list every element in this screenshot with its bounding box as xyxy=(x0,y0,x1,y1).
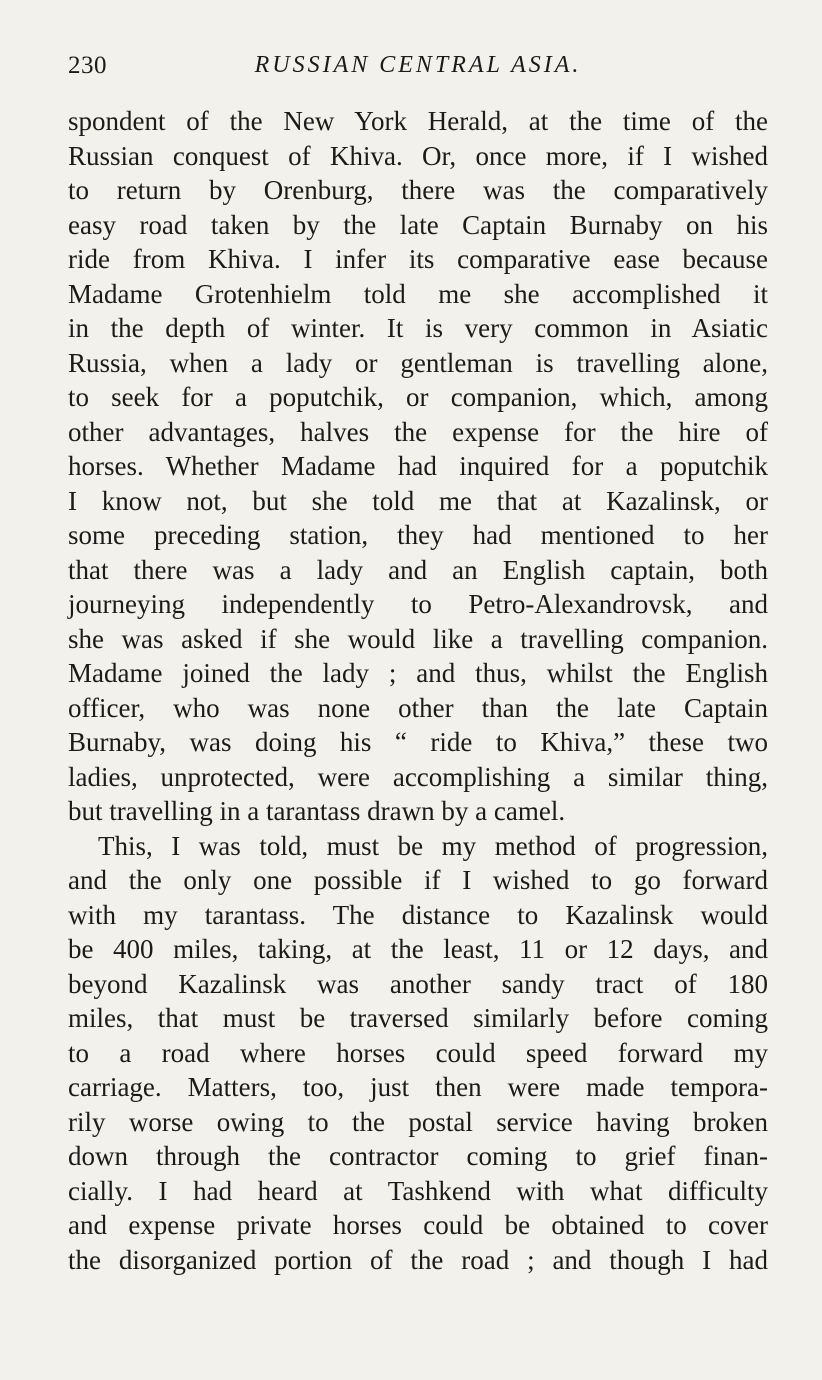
text-line: with my tarantass. The distance to Kazalinsk would xyxy=(68,899,768,930)
text-line: ladies, unprotected, were accomplishing a similar thing, xyxy=(68,761,768,792)
text-line: to return by Orenburg, there was the comparatively xyxy=(68,175,768,205)
page-header xyxy=(68,52,768,88)
text-line: spondent of the New York Herald, at the time of the xyxy=(68,106,768,136)
text-line: other advantages, halves the expense for the hire of xyxy=(68,416,768,447)
text-line: Madame Grotenhielm told me she accomplished it xyxy=(68,278,768,309)
body-text xyxy=(68,104,768,1277)
text-line: rily worse owing to the postal service having broken xyxy=(68,1106,768,1137)
text-line: ride from Khiva. I infer its comparative ease because xyxy=(68,244,768,274)
text-line: down through the contractor coming to grief finan- xyxy=(68,1141,768,1171)
text-line: she was asked if she would like a travelling companion. xyxy=(68,623,768,654)
running-head: RUSSIAN CENTRAL ASIA. xyxy=(254,52,582,78)
text-line: that there was a lady and an English captain, both xyxy=(68,554,768,585)
text-line: some preceding station, they had mentioned to her xyxy=(68,520,768,550)
text-line: officer, who was none other than the late Captain xyxy=(68,692,768,723)
text-line: This, I was told, must be my method of progression, xyxy=(98,830,768,861)
text-line: be 400 miles, taking, at the least, 11 or 12 days, and xyxy=(68,934,768,964)
text-line: Madame joined the lady ; and thus, whilst the English xyxy=(68,658,768,688)
text-line: and expense private horses could be obtained to cover xyxy=(68,1210,768,1240)
text-line: Burnaby, was doing his “ ride to Khiva,” these two xyxy=(68,727,768,757)
text-line: Russia, when a lady or gentleman is travelling alone, xyxy=(68,347,768,378)
text-line: carriage. Matters, too, just then were made tempora- xyxy=(68,1072,768,1102)
text-line: easy road taken by the late Captain Burnaby on his xyxy=(68,209,768,240)
text-line: journeying independently to Petro-Alexandrovsk, and xyxy=(68,589,768,619)
text-line: Russian conquest of Khiva. Or, once more, if I wished xyxy=(68,140,768,171)
text-line: miles, that must be traversed similarly before coming xyxy=(68,1003,768,1033)
text-line: to seek for a poputchik, or companion, which, among xyxy=(68,382,768,412)
text-line: the disorganized portion of the road ; and though I had xyxy=(68,1244,768,1275)
text-line: beyond Kazalinsk was another sandy tract of 180 xyxy=(68,968,768,999)
text-line: but travelling in a tarantass drawn by a camel. xyxy=(68,796,566,826)
page-number: 230 xyxy=(68,52,107,79)
text-line: in the depth of winter. It is very common in Asiatic xyxy=(68,313,768,343)
text-line: I know not, but she told me that at Kazalinsk, or xyxy=(68,485,768,516)
text-line: and the only one possible if I wished to go forward xyxy=(68,865,768,895)
text-line: to a road where horses could speed forward my xyxy=(68,1037,768,1068)
text-line: cially. I had heard at Tashkend with what difficulty xyxy=(68,1175,768,1206)
text-line: horses. Whether Madame had inquired for a poputchik xyxy=(68,451,768,481)
